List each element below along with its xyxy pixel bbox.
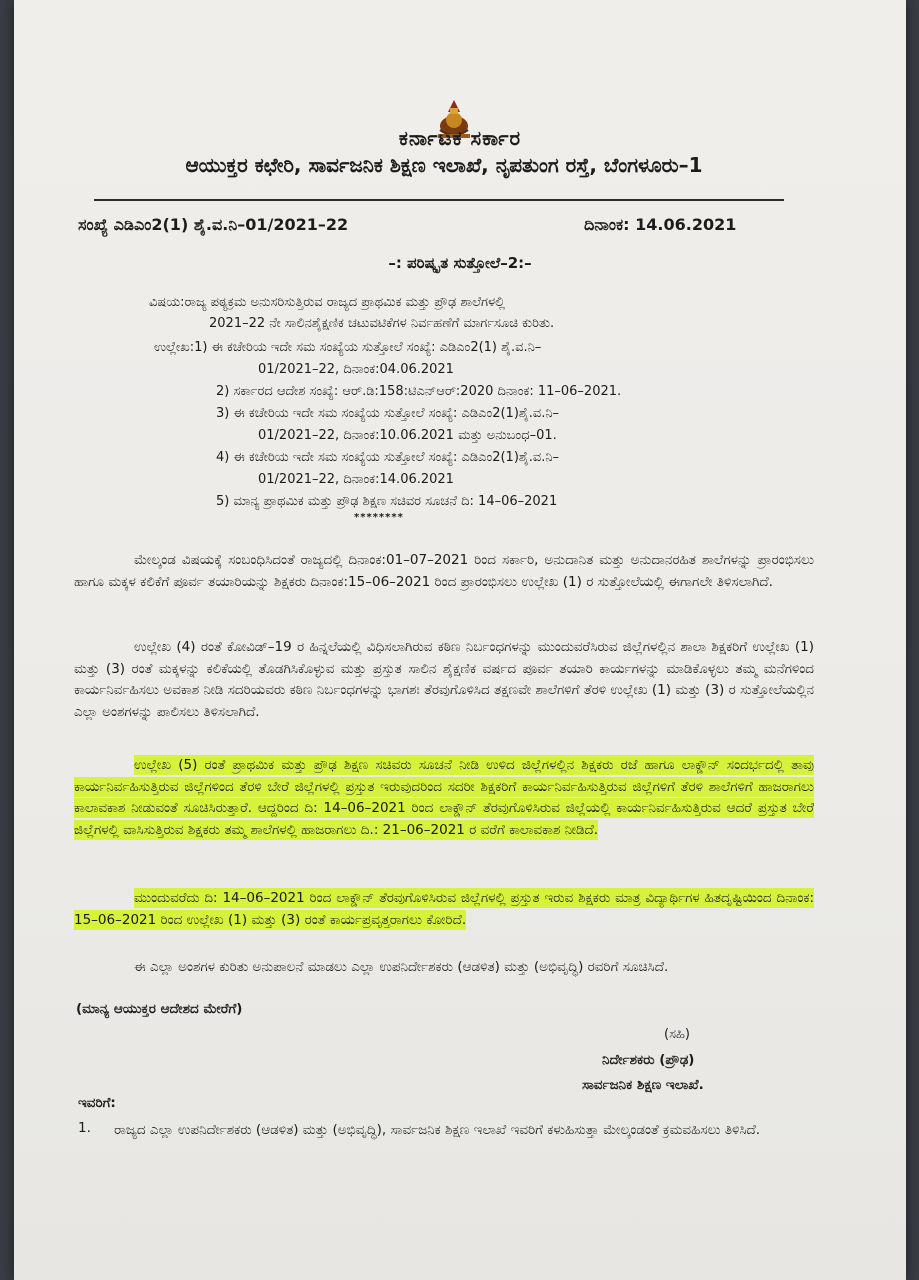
references-list [154,337,714,513]
body-paragraph [74,957,814,979]
separator: ******** [354,512,404,523]
reference-item: 5) ಮಾನ್ಯ ಪ್ರಾಥಮಿಕ ಮತ್ತು ಪ್ರೌಢ ಶಿಕ್ಷಣ ಸಚಿವರ ಸೂಚನೆ ದಿ: 14–06–2021 [216,494,558,509]
document-date: ದಿನಾಂಕ: 14.06.2021 [584,215,737,234]
closing-line: (ಮಾನ್ಯ ಆಯುಕ್ತರ ಆದೇಶದ ಮೇರೆಗೆ) [76,1001,243,1017]
reference-item: 3) ಈ ಕಚೇರಿಯ ಇದೇ ಸಮ ಸಂಖ್ಯೆಯ ಸುತ್ತೋಲೆ ಸಂಖ್ಯೆ: ಎಡಿಎಂ2(1)ಶೈ.ವ.ನಿ– [216,406,560,421]
body-paragraph [74,550,814,593]
signatory-designation: ನಿರ್ದೇಶಕರು (ಪ್ರೌಢ) [602,1052,695,1068]
office-address: ಆಯುಕ್ತರ ಕಛೇರಿ, ಸಾರ್ವಜನಿಕ ಶಿಕ್ಷಣ ಇಲಾಖೆ, ನೃಪತುಂಗ ರಸ್ತೆ, ಬೆಂಗಳೂರು–1 [185,153,703,177]
distribution-item-number: 1. [78,1120,91,1136]
reference-item-cont: 01/2021–22, ದಿನಾಂಕ:04.06.2021 [258,362,454,377]
distribution-item-text: ರಾಜ್ಯದ ಎಲ್ಲಾ ಉಪನಿರ್ದೇಶಕರು (ಆಡಳಿತ) ಮತ್ತು (ಅಭಿವೃದ್ಧಿ), ಸಾರ್ವಜನಿಕ ಶಿಕ್ಷಣ ಇಲಾಖೆ ಇವರಿಗೆ ಕಳುಹಿಸುತ್ತಾ ಮೇಲ್ಕಂಡಂತೆ ಕ್ರಮವಹಿಸಲು ತಿಳಿಸಿದೆ. [114,1122,761,1138]
reference-item: 2) ಸರ್ಕಾರದ ಆದೇಶ ಸಂಖ್ಯೆ: ಆರ್.ಡಿ:158:ಟಿಎನ್ಆರ್:2020 ದಿನಾಂಕ: 11–06–2021. [216,384,622,399]
paragraph-text: ಮೇಲ್ಕಂಡ ವಿಷಯಕ್ಕೆ ಸಂಬಂಧಿಸಿದಂತೆ ರಾಜ್ಯದಲ್ಲಿ ದಿನಾಂಕ:01–07–2021 ರಿಂದ ಸರ್ಕಾರಿ, ಅನುದಾನಿತ ಮತ್ತು ಅನುದಾನರಹಿತ ಶಾಲೆಗಳನ್ನು ಪ್ರಾರಂಭಿಸಲು ಹಾಗೂ ಮಕ್ಕಳ ಕಲಿಕೆಗೆ ಪೂರ್ವ ತಯಾರಿಯನ್ನು ಶಿಕ್ಷಕರು ದಿನಾಂಕ:15–06–2021 ರಿಂದ ಪ್ರಾರಂಭಿಸಲು ಉಲ್ಲೇಖ (1) ರ ಸುತ್ತೋಲೆಯಲ್ಲಿ ಈಗಾಗಲೇ ತಿಳಿಸಲಾಗಿದೆ. [74,552,814,590]
paragraph-text: ಉಲ್ಲೇಖ (4) ರಂತೆ ಕೋವಿಡ್–19 ರ ಹಿನ್ನಲೆಯಲ್ಲಿ ವಿಧಿಸಲಾಗಿರುವ ಕಠಿಣ ನಿರ್ಬಂಧಗಳನ್ನು ಮುಂದುವರೆಸಿರುವ ಜಿಲ್ಲೆಗಳಲ್ಲಿನ ಶಾಲಾ ಶಿಕ್ಷಕರಿಗೆ ಉಲ್ಲೇಖ (1) ಮತ್ತು (3) ರಂತೆ ಮಕ್ಕಳನ್ನು ಕಲಿಕೆಯಲ್ಲಿ ತೊಡಗಿಸಿಕೊಳ್ಳುವ ಮತ್ತು ಪ್ರಸ್ತುತ ಸಾಲಿನ ಶೈಕ್ಷಣಿಕ ವರ್ಷದ ಪೂರ್ವ ತಯಾರಿ ಕಾರ್ಯಗಳನ್ನು ಮಾಡಿಕೊಳ್ಳಲು ತಮ್ಮ ಮನೆಗಳಿಂದ ಕಾರ್ಯನಿರ್ವಹಿಸಲು ಅವಕಾಶ ನೀಡಿ ಸದರಿಯವರು ಕಠಿಣ ನಿರ್ಬಂಧಗಳನ್ನು ಭಾಗಶಃ ತೆರವುಗೊಳಿಸಿದ ತಕ್ಷಣವೇ ಶಾಲೆಗಳಿಗೆ ತೆರಳಿ ಉಲ್ಲೇಖ (1) ಮತ್ತು (3) ರ ಸುತ್ತೋಲೆಯಲ್ಲಿನ ಎಲ್ಲಾ ಅಂಶಗಳನ್ನು ಪಾಲಿಸಲು ತಿಳಿಸಲಾಗಿದೆ. [74,639,814,720]
reference-item-cont: 01/2021–22, ದಿನಾಂಕ:14.06.2021 [258,472,454,487]
highlighted-paragraph [74,888,814,931]
reference-item: ಉಲ್ಲೇಖ:1) ಈ ಕಚೇರಿಯ ಇದೇ ಸಮ ಸಂಖ್ಯೆಯ ಸುತ್ತೋಲೆ ಸಂಖ್ಯೆ: ಎಡಿಎಂ2(1) ಶೈ.ವ.ನಿ– [154,340,542,355]
reference-item-cont: 01/2021–22, ದಿನಾಂಕ:10.06.2021 ಮತ್ತು ಅನುಬಂಧ–01. [258,428,557,443]
header-divider [94,199,784,201]
document-page [14,0,906,1280]
government-name: ಕರ್ನಾಟಕ ಸರ್ಕಾರ [398,126,522,150]
circular-title: –: ಪರಿಷ್ಕೃತ ಸುತ್ತೋಲೆ–2:– [388,254,532,272]
signatory-department: ಸಾರ್ವಜನಿಕ ಶಿಕ್ಷಣ ಇಲಾಖೆ. [582,1077,704,1093]
reference-number: ಸಂಖ್ಯೆ ಎಡಿಎಂ2(1) ಶೈ.ವ.ನಿ–01/2021–22 [78,215,349,234]
subject-block [149,292,709,334]
body-paragraph [74,637,814,723]
highlighted-paragraph [74,755,814,841]
paragraph-text-highlighted: ಉಲ್ಲೇಖ (5) ರಂತೆ ಪ್ರಾಥಮಿಕ ಮತ್ತು ಪ್ರೌಢ ಶಿಕ್ಷಣ ಸಚಿವರು ಸೂಚನೆ ನೀಡಿ ಉಳಿದ ಜಿಲ್ಲೆಗಳಲ್ಲಿನ ಶಿಕ್ಷಕರು ರಜೆ ಹಾಗೂ ಲಾಕ್ಡೌನ್ ಸಂದರ್ಭದಲ್ಲಿ ತಾವು ಕಾರ್ಯನಿರ್ವಹಿಸುತ್ತಿರುವ ಜಿಲ್ಲೆಗಳಿಂದ ತೆರಳಿ ಬೇರೆ ಜಿಲ್ಲೆಗಳಲ್ಲಿ ಪ್ರಸ್ತುತ ಇರುವುದರಿಂದ ಸದರೀ ಶಿಕ್ಷಕರಿಗೆ ಕಾರ್ಯನಿರ್ವಹಿಸುತ್ತಿರುವ ಜಿಲ್ಲೆಗಳಿಗೆ ತೆರಳಿ ಶಾಲೆಗಳಿಗೆ ಹಾಜರಾಗಲು ಕಾಲಾವಕಾಶ ನೀಡುವಂತೆ ಸೂಚಿಸಿರುತ್ತಾರೆ. ಆದ್ದರಿಂದ ದಿ: 14–06–2021 ರಿಂದ ಲಾಕ್ಡೌನ್ ತೆರವುಗೊಳಿಸಿರುವ ಜಿಲ್ಲೆಯಲ್ಲಿ ಕಾರ್ಯನಿರ್ವಹಿಸುತ್ತಿರುವ ಆದರೆ ಪ್ರಸ್ತುತ ಬೇರೆ ಜಿಲ್ಲೆಗಳಲ್ಲಿ ವಾಸಿಸುತ್ತಿರುವ ಶಿಕ್ಷಕರು ತಮ್ಮ ಶಾಲೆಗಳಲ್ಲಿ ಹಾಜರಾಗಲು ದಿ.: 21–06–2021 ರ ವರೆಗೆ ಕಾಲಾವಕಾಶ ನೀಡಿದೆ. [74,757,814,838]
paragraph-text: ಈ ಎಲ್ಲಾ ಅಂಶಗಳ ಕುರಿತು ಅನುಪಾಲನೆ ಮಾಡಲು ಎಲ್ಲಾ ಉಪನಿರ್ದೇಶಕರು (ಆಡಳಿತ) ಮತ್ತು (ಅಭಿವೃದ್ಧಿ) ರವರಿಗೆ ಸೂಚಿಸಿದೆ. [134,959,669,975]
reference-item: 4) ಈ ಕಚೇರಿಯ ಇದೇ ಸಮ ಸಂಖ್ಯೆಯ ಸುತ್ತೋಲೆ ಸಂಖ್ಯೆ: ಎಡಿಎಂ2(1)ಶೈ.ವ.ನಿ– [216,450,560,465]
subject-line: 2021–22 ನೇ ಸಾಲಿನಶೈಕ್ಷಣಿಕ ಚಟುವಟಿಕೆಗಳ ನಿರ್ವಹಣೆಗೆ ಮಾರ್ಗಸೂಚಿ ಕುರಿತು. [209,316,555,331]
distribution-label: ಇವರಿಗೆ: [78,1095,116,1111]
subject-line: ವಿಷಯ:ರಾಜ್ಯ ಪಠ್ಯಕ್ರಮ ಅನುಸರಿಸುತ್ತಿರುವ ರಾಜ್ಯದ ಪ್ರಾಥಮಿಕ ಮತ್ತು ಪ್ರೌಢ ಶಾಲೆಗಳಲ್ಲಿ [149,295,505,310]
signature-mark: (ಸಹಿ) [664,1027,690,1042]
paragraph-text-highlighted: ಮುಂದುವರೆದು ದಿ: 14–06–2021 ರಿಂದ ಲಾಕ್ಡೌನ್ ತೆರವುಗೊಳಿಸಿರುವ ಜಿಲ್ಲೆಗಳಲ್ಲಿ ಪ್ರಸ್ತುತ ಇರುವ ಶಿಕ್ಷಕರು ಮಾತ್ರ ವಿದ್ಯಾರ್ಥಿಗಳ ಹಿತದೃಷ್ಟಿಯಿಂದ ದಿನಾಂಕ: 15–06–2021 ರಿಂದ ಉಲ್ಲೇಖ (1) ಮತ್ತು (3) ರಂತೆ ಕಾರ್ಯಪ್ರವೃತ್ತರಾಗಲು ಕೋರಿದೆ. [74,890,814,928]
